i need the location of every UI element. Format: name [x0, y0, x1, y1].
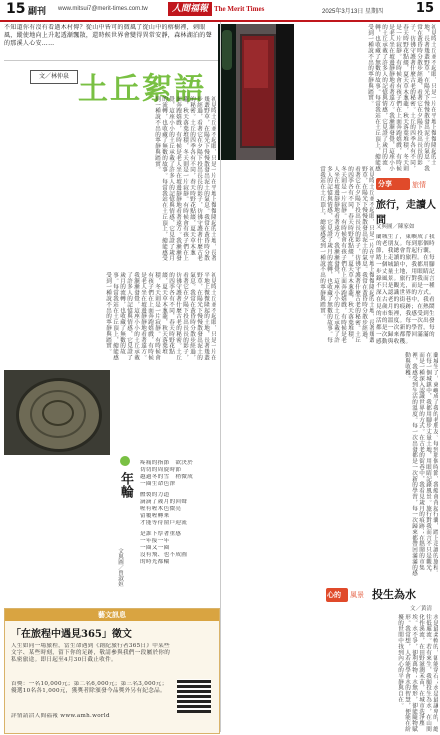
poem-line: 才能等待窗戶迎流 [140, 520, 188, 526]
notice-body: 人生如同一場旅程，當生命遇到《創紀旅行者365日》中某些文字、某些時刻，留下你的足跡，敬請參與我們一段屬於你的私密旅途。即日起至4月30日截止收件。 [11, 643, 171, 663]
right-middle-body: 初見時土丘並不起眼，只是一片在平地上微微隆起的土地，長著幾叢野草，在陽光下慢慢散發出泥土的氣息。我常在黃昏時分散步經過，看著它在夕陽下投出長長的影子，彷彿守護著什麼古老的秘密。土丘的四季各有不同，春天時野花點綴，夏天草木葱蘢，秋天落葉堆積，冬天則是一片寂靜。有時候會有孩子們在上面奔跑嬉戲，有時候是老人坐在坡邊靜靜地看著遠方。我漸漸發覺，這座小小的土丘承載了許多人的記憶與情感，它見證了歲月的流轉，也收藏了無數的故事。每當我站在土丘頂上，總能感受到一種說不出的寧靜與踏實。 [319, 166, 374, 343]
poem-line: 一圈又一圈 [140, 545, 170, 551]
column2-title: 投生為水 [372, 588, 416, 601]
share-tag [376, 178, 410, 190]
notice-contact: 詳情請洽人間福報 www.amh.world [11, 713, 110, 719]
heart-tag [326, 588, 348, 602]
notice-banner: 藝文訊息 [5, 609, 219, 621]
lead-byline: 文／林仲泉 [38, 73, 69, 80]
section-name: 副刊 [28, 7, 47, 17]
notice-prize: 首獎：一名10,000元；第二名6,000元；第三名3,000元；優選10名各1,000元，獲獎者除頒發今品獎外另有紀念品。 [11, 681, 168, 694]
byline-box [30, 70, 78, 84]
page-number: 15 [6, 1, 26, 17]
lead-body: 初見時土丘並不起眼，只是一片在平地上微微隆起的土地，長著幾叢野草，在陽光下慢慢散發出泥土的氣息。我常在黃昏時分散步經過，看著它在夕陽下投出長長的影子，彷彿守護著什麼古老的秘密。土丘的四季各有不同，春天時野花點綴，夏天草木葱蘢，秋天落葉堆積，冬天則是一片寂靜。有時候會有孩子們在上面奔跑嬉戲，有時候是老人坐在坡邊靜靜地看著遠方。我漸漸發覺，這座小小的土丘承載了許多人的記憶與情感，它見證了歲月的流轉，也收藏了無數的故事。每當我站在土丘頂上，總能感受到一種說不出的寧靜與踏實。 [154, 96, 216, 262]
tree-ring-photo [4, 370, 110, 455]
column2-byline: 文／黃清 [410, 606, 433, 612]
share-tag-label: 分享 [378, 180, 392, 188]
issue-date: 2025年3月13日 星期四 [322, 9, 384, 15]
column1-body: 蘭城生了，東嶼成了我的老朋友。每到那個時節，我總會背起行囊，踏上走讀的旅程。在每一個城鎮中，我都用腳步丈量土地，用眼睛記錄風景。旅行對我而言不只是觀光，而是一種深入認識世界的方式。在古老的街巷中，我看見歲月的痕跡；在熱鬧的市集裡，我感受到生活的溫度。每一次出發都是一次新的學習，每一次歸來都帶回滿滿的感動與收穫。 [376, 234, 435, 345]
share-tag-secondary: 旅情 [412, 181, 426, 189]
heart-tag-label: 心的 [327, 591, 341, 599]
lead-title: 土丘絮語 [78, 72, 206, 107]
page-number-right: 15 [415, 1, 434, 16]
poem-byline: 文與圖／曾淑姮 [117, 548, 123, 587]
center-divider [220, 22, 221, 732]
poem-line: 切切的周旋時節 [140, 467, 182, 473]
arts-notice [4, 608, 220, 734]
column1-title: 旅行，走讀人間 [376, 200, 436, 226]
red-door-photo [218, 24, 294, 160]
qr-code-icon [177, 679, 211, 713]
poem-line: 體製的力道 [140, 492, 170, 498]
poem-line: 一年接一年 [140, 538, 170, 544]
poem-line: 越過冬的雪 稍微成 [140, 474, 194, 480]
notice-title: 「在旅程中遇見365」徵文 [11, 629, 132, 640]
poem-title: 年輪 [118, 472, 133, 498]
column2-body: 水是最柔軟的，卻能穿石；水是最謙卑的，總往低處流。若有來生，我願投生為水，在山間化作溪流，在田野滋潤禾苗，在城市洗淨塵埃。水不爭，卻利萬物；水無形，卻能隨物賦形。我常想，人若能學會水的智慧，便能在紛擾的世間中找到內心的平靜與自在。 [397, 614, 438, 732]
paper-name-english: The Merit Times [214, 5, 265, 13]
poem-icon [120, 456, 130, 466]
lead-body-continued: 初見時土丘並不起眼，只是一片在平地上微微隆起的土地，長著幾叢野草，在陽光下慢慢散發出泥土的氣息。我常在黃昏時分散步經過，看著它在夕陽下投出長長的影子，彷彿守護著什麼古老的秘密。土丘的四季各有不同，春天時野花點綴，夏天草木葱蘢，秋天落葉堆積，冬天則是一片寂靜。有時候會有孩子們在上面奔跑嬉戲，有時候是老人坐在坡邊靜靜地看著遠方。我漸漸發覺，這座小小的土丘承載了許多人的記憶與情感，它見證了歲月的流轉，也收藏了無數的故事。每當我站在土丘頂上，總能感受到一種說不出的寧靜與踏實。 [105, 272, 216, 361]
lead-teaser: 不知道你有沒有看過木村傳？從山中皆可的微風了從山中的榕樹裡，刺眼風，縱使地向上升起透漸飄散，還時候世界會變得異常安靜，森林湖泊的聲的那溪人心安…… [4, 24, 212, 47]
poem-line: 是誰下厚著重感 [140, 531, 182, 537]
divider [4, 60, 218, 61]
poem-line: 的時光都輪 [140, 559, 170, 565]
poem-line: 沒有飛、也不成圓 [140, 552, 188, 558]
heart-tag-secondary: 風景 [350, 591, 364, 599]
email-address: www.mitsui7@merit-times.com.tw [58, 6, 148, 12]
right-lower-body: 蘭城生了，東嶼成了我的老朋友。每到那個時節，我總會背起行囊，踏上走讀的旅程。在每一個城鎮中，我都用腳步丈量土地，用眼睛記錄風景。旅行對我而言不只是觀光，而是一種深入認識世界的方式。在古老的街巷中，我看見歲月的痕跡；在熱鬧的市集裡，我感受到生活的溫度。每一次出發都是一次新的學習，每一次歸來都帶回滿滿的感動與收穫。 [404, 352, 438, 577]
column1-byline: 文與圖／陳家如 [376, 224, 415, 230]
poem-line: 留覆喔轉來 [140, 513, 170, 519]
poem-lines [140, 460, 218, 600]
poem-line: 一圈生命色澤 [140, 481, 176, 487]
poem-line: 喔有喔木色微亮 [140, 506, 182, 512]
right-top-body: 初見時土丘並不起眼，只是一片在平地上微微隆起的土地，長著幾叢野草，在陽光下慢慢散發出泥土的氣息。我常在黃昏時分散步經過，看著它在夕陽下投出長長的影子，彷彿守護著什麼古老的秘密。土丘的四季各有不同，春天時野花點綴，夏天草木葱蘢，秋天落葉堆積，冬天則是一片寂靜。有時候會有孩子們在上面奔跑嬉戲，有時候是老人坐在坡邊靜靜地看著遠方。我漸漸發覺，這座小小的土丘承載了許多人的記憶與情感，它見證了歲月的流轉，也收藏了無數的故事。每當我站在土丘頂上，總能感受到一種說不出的寧靜與踏實。 [367, 24, 436, 172]
poem-line: 滴滴了歲月的回聲 [140, 499, 188, 505]
paper-logo: 人間福報 [168, 2, 212, 16]
poem-line: 疼痛的指節 欲決於 [140, 460, 194, 466]
